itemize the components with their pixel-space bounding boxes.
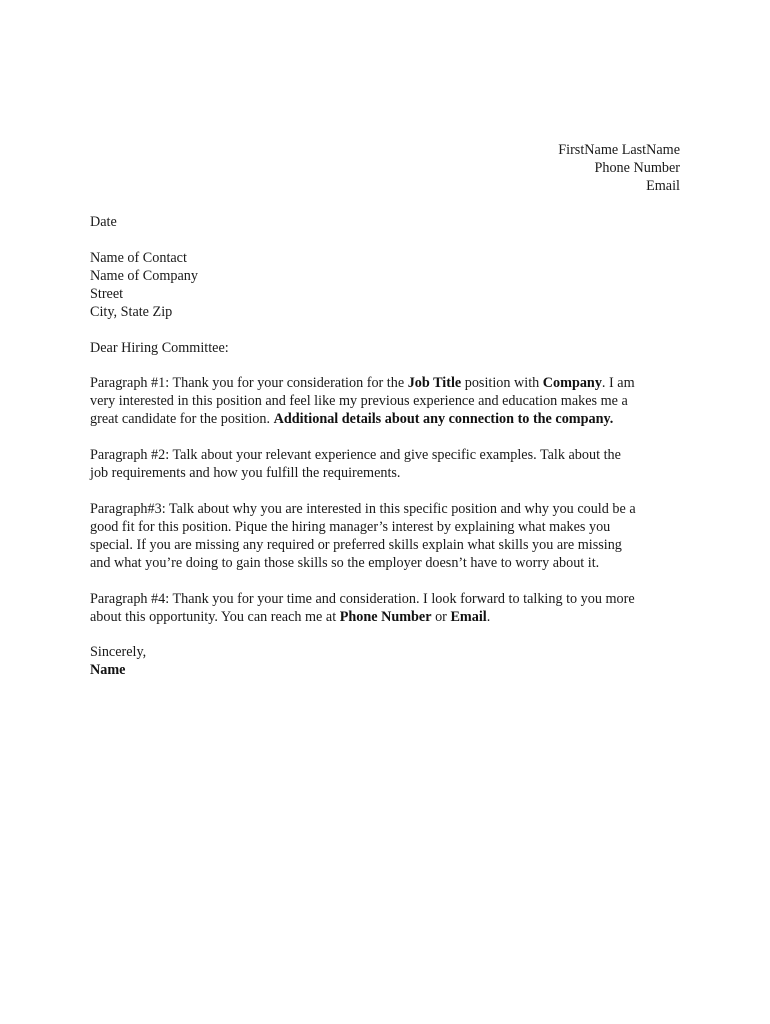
paragraph-2 [90, 446, 680, 482]
paragraph-3 [90, 500, 680, 572]
signature-name [90, 661, 146, 679]
text-run: position with [461, 375, 543, 391]
sender-block [558, 141, 680, 195]
sender-email: Email [646, 178, 680, 194]
paragraph-line: special. If you are missing any required or preferred skills explain what skills you are missing [90, 537, 622, 553]
sender-phone: Phone Number [594, 160, 680, 176]
recipient-company: Name of Company [90, 268, 198, 284]
valediction: Sincerely, [90, 644, 147, 660]
paragraph-line [90, 410, 680, 428]
paragraph-line [90, 608, 680, 626]
paragraph-line: and what you’re doing to gain those skills so the employer doesn’t have to worry about it. [90, 555, 600, 571]
recipient-street: Street [90, 286, 124, 302]
paragraph-line: good fit for this position. Pique the hiring manager’s interest by explaining what makes you [90, 519, 611, 535]
paragraph-line [90, 374, 680, 392]
closing-block [90, 643, 146, 679]
connection-details-placeholder: Additional details about any connection to the company. [273, 411, 614, 427]
paragraph-line: Paragraph #4: Thank you for your time and consideration. I look forward to talking to you more [90, 591, 635, 607]
sender-name: FirstName LastName [558, 142, 680, 158]
email-placeholder: Email [450, 609, 487, 625]
recipient-block [90, 249, 198, 321]
recipient-city-state-zip: City, State Zip [90, 304, 173, 320]
recipient-contact: Name of Contact [90, 250, 187, 266]
text-run: or [431, 609, 451, 625]
company-placeholder: Company [542, 375, 602, 391]
job-title-placeholder: Job Title [407, 375, 462, 391]
salutation: Dear Hiring Committee: [90, 340, 229, 356]
paragraph-line: Paragraph #2: Talk about your relevant experience and give specific examples. Talk about the [90, 447, 621, 463]
paragraph-line: Paragraph#3: Talk about why you are interested in this specific position and why you could be a [90, 501, 636, 517]
phone-placeholder: Phone Number [339, 609, 432, 625]
text-run: . I am [601, 375, 635, 391]
paragraph-line: very interested in this position and feel like my previous experience and education makes me a [90, 393, 628, 409]
paragraph-line: job requirements and how you fulfill the requirements. [90, 465, 401, 481]
text-run: about this opportunity. You can reach me at [90, 609, 340, 625]
letter-date: Date [90, 214, 117, 230]
text-run: Paragraph #1: Thank you for your consideration for the [90, 375, 408, 391]
text-run: . [486, 609, 491, 625]
paragraph-1 [90, 374, 680, 428]
paragraph-4 [90, 590, 680, 626]
text-run: great candidate for the position. [90, 411, 274, 427]
signature-name-text: Name [90, 662, 126, 678]
